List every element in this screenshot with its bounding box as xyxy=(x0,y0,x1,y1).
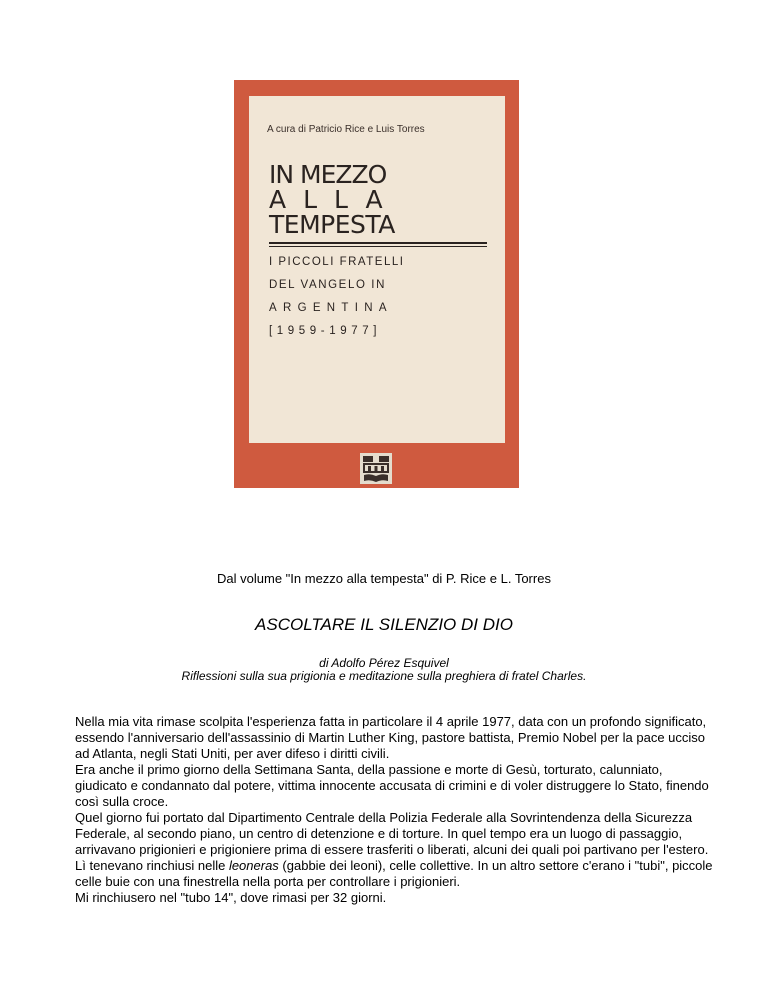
cover-editors: A cura di Patricio Rice e Luis Torres xyxy=(267,124,425,135)
cover-title-line-2: ALLA xyxy=(269,185,400,214)
cover-title-line-1: IN MEZZO xyxy=(269,160,387,189)
cover-subtitle-line-1: I PICCOLI FRATELLI xyxy=(269,256,405,268)
article-subtitle: Riflessioni sulla sua prigionia e meditazione sulla preghiera di fratel Charles. xyxy=(181,669,587,683)
paragraph-text: (gabbie dei leoni), celle collettive. In un altro settore c'erano i "tubi", piccole celle buie con una finestrella nella porta per controllare i prigionieri. xyxy=(75,858,713,889)
cover-subtitle-line-4: [1959-1977] xyxy=(269,325,381,337)
cover-subtitle-line-2: DEL VANGELO IN xyxy=(269,279,386,291)
cover-subtitle-line-3: ARGENTINA xyxy=(269,302,393,314)
paragraph: Mi rinchiusero nel "tubo 14", dove rimasi per 32 giorni. xyxy=(75,890,387,905)
paragraph: Nella mia vita rimase scolpita l'esperienza fatta in particolare il 4 aprile 1977, data con un profondo significato, essendo l'anniversario dell'assassinio di Martin Luther King, pastore battista, Premio Nobel per la pace ucciso ad Atlanta, negli Stati Uniti, per aver difeso i diritti civili. xyxy=(75,714,707,761)
cover-divider-thin xyxy=(269,246,487,247)
cover-divider xyxy=(269,242,487,244)
italic-term: leoneras xyxy=(228,858,279,873)
article-body xyxy=(75,714,715,906)
image-caption: Dal volume "In mezzo alla tempesta" di P. Rice e L. Torres xyxy=(217,571,551,586)
publisher-emblem-icon xyxy=(360,453,392,484)
cover-title-line-3: TEMPESTA xyxy=(269,210,395,239)
book-cover xyxy=(234,80,519,488)
article-title: ASCOLTARE IL SILENZIO DI DIO xyxy=(255,615,513,634)
article-byline: di Adolfo Pérez Esquivel xyxy=(319,656,449,670)
paragraph: Era anche il primo giorno della Settimana Santa, della passione e morte di Gesù, torturato, calunniato, giudicato e condannato dal potere, vittima innocente accusata di crimini e di voler distruggere lo Stato, finendo così sulla croce. xyxy=(75,762,709,809)
paragraph xyxy=(75,810,715,890)
cover-panel xyxy=(249,96,505,443)
paragraph-text: Quel giorno fui portato dal Dipartimento Centrale della Polizia Federale alla Sovrintendenza della Sicurezza Federale, al secondo piano, un centro di detenzione e di torture. In quel tempo era un luogo di passaggio, arrivavano prigionieri e prigioniere prima di essere trasferiti o liberati, alcuni dei quali poi partivano per l'estero. Lì tenevano rinchiusi nelle xyxy=(75,810,709,873)
